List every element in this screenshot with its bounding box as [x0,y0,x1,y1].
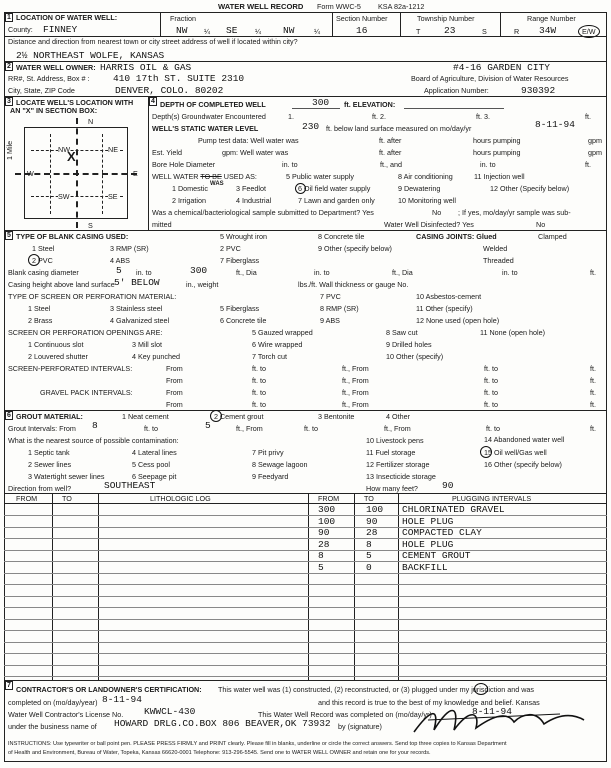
plug-row-description: CHLORINATED GRAVEL [402,504,505,515]
owner-label: WATER WELL OWNER: [16,63,96,72]
range-ew: E/W [582,27,596,36]
static-level-value: 230 [302,121,320,132]
plug-row-to: 90 [366,515,378,527]
section-number-2: 2 [5,62,13,71]
perforated-intervals-label: SCREEN-PERFORATED INTERVALS: [8,364,133,373]
license-label: Water Well Contractor's License No. [8,710,124,719]
section-number-6: 6 [5,411,13,420]
water-well-record-form: WATER WELL RECORD Form WWC-5 KSA 82a-1212 1 LOCATION OF WATER WELL: County: FINNEY Fraction NW ¼ SE ¼ NW ¼ Section Number 16 Township Number T 23 S Range Number R 34W E/W Distance and direction from nearest town or city street address of well if located within city? 2½ NORTHEAST WOLFE, KANSAS 2 WATER WELL OWNER: HARRIS OIL & GAS #4-16 GARDEN CITY RR#, St. Address, Box # : 410 17th ST. SUITE 2310 Board of Agriculture, Division of Water Resources City, State, ZIP Code DENVER, COLO. 80202 Application Number: 930392 3 LOCATE WELL'S LOCATION WITH AN "X" IN SECTION BOX: N S W E NW NE SW SE X 1 Mile 4 DEPTH OF COMPLETED WELL 300 ft. ELEVATION: Depth(s) Groundwater Encountered 1. ft. 2. ft. 3. ft. WELL'S STATIC WATER LEVEL 230 ft. below land surface measured on mo/day/yr 8-11-94 Pump test data: Well water was ft. after hours pumping gpm Est. Yield gpm: Well water was ft. after hours pumping gpm Bore Hole Diameter in. to ft., and in. to ft. WELL WATER TO BE USED AS: WAS 5 Public water supply 6 Oil field water supply 8 Air conditioning 11 Injection well 1 Domestic 3 Feedlot 9 Dewatering 12 Other (Specify below) 2 Irrigation 4 Industrial 7 Lawn and garden only 10 Monitoring well Was a chemical/bacteriological sample submitted to Department? Yes No ; If yes, mo/day/yr sample was sub- mitted Water Well Disinfected? Yes No 5 TYPE OF BLANK CASING USED: 5 Wrought iron 8 Concrete tile CASING JOINTS: Glued Clamped 1 Steel 3 RMP (SR) 2 PVC 9 Other (specify below) Welded 2 PVC 4 ABS 7 Fiberglass Threaded Blank casing diameter 5 in. to 300 ft., Dia in. to ft., Dia in. to ft. Casing height above land surface 5' BELOW in., weight lbs./ft. Wall thickness or gauge No. TYPE OF SCREEN OR PERFORATION MATERIAL: 7 PVC 10 Asbestos-cement 1 Steel 3 Stainless steel 5 Fiberglass 8 RMP (SR) 11 Other (specify) 2 Brass 4 Galvanized steel 6 Concrete tile 9 ABS 12 None used (open hole) SCREEN OR PERFORATION OPENINGS ARE: 5 Gauzed wrapped 8 Saw cut 11 None (open hole) 1 Continuous slot 3 Mill slot 6 Wire wrapped 9 Drilled holes 2 Louvered shutter 4 Key punched 7 Torch cut 10 Other (specify) SCREEN-PERFORATED INTERVALS: From ft. to ft., From ft. to ft. From ft. to ft., From ft. to ft. GRAVEL PACK INTERVALS: From ft. to ft., From ft. to ft. From ft. to ft., From ft. to ft. 6 GROUT MATERIAL: 1 Neat cement 2 Cement grout 3 Bentonite 4 Other Grout Intervals: From 8 ft. to 5 ft., From ft. to ft., From ft. to ft. What is the nearest source of possible contamination: 10 Livestock pens 14 Abandoned water well 1 Septic tank 4 Lateral lines 7 Pit privy 11 Fuel storage 15 Oil well/Gas well 2 Sewer lines 5 Cess pool 8 Sewage lagoon 12 Fertilizer storage 16 Other (specify below) 3 Watertight sewer lines 6 Seepage pit 9 Feedyard 13 Insecticide storage Direction from well? SOUTHEAST How many feet? 90 FROM TO LITHOLOGIC LOG FROM TO PLUGGING INTERVALS 300 100 CHLORINATED GRAVEL 100 90 HOLE PLUG 90 28 COMPACTED CLAY 28 8 HOLE PLUG 8 5 CEMENT GROUT 5 0 BACKFILL 7 CONTRACTOR'S OR LANDOWNER'S CERTIFICATION: This water well was (1) constructed, (2) reconstructed, or (3) plugged under my jurisdiction and was completed on (mo/day/year) 8-11-94 and this record is true to the best of my knowledge and belief. Kansas Water Well Contractor's License No. KWWCL-430 This Water Well Record was completed on (mo/day/yr) 8-11-94 under the business name of HOWARD DRLG.CO.BOX 806 BEAVER,OK 73932 by (signature) INSTRUCTIONS: Use typewriter or ball point pen. PLEASE PRESS FIRMLY and PRINT clearly. Please fill in blanks, underline or circle the correct answers. Send top three copies to Kansas Department of Health and Environment, Bureau of Water, Topeka, Kansas 66620-0001 Telephone: 913-296-5545. Send one to WATER WELL OWNER and retain one for your records. [0,0,611,768]
plugging-intervals-header: PLUGGING INTERVALS [452,494,532,503]
openings-label: SCREEN OR PERFORATION OPENINGS ARE: [8,328,163,337]
table-row-line [4,550,607,551]
mile-label: 1 Mile [5,140,14,160]
plug-from-header: FROM [318,494,340,503]
grout-label: GROUT MATERIAL: [16,412,83,421]
yield-label: Est. Yield [152,148,182,157]
distance-label: Distance and direction from nearest town or city street address of well if located within city? [8,37,298,46]
address-value: 410 17th ST. SUITE 2310 [113,73,245,84]
section-number-3: 3 [5,97,13,106]
table-row-line [4,584,607,585]
plug-row-from: 5 [318,561,324,573]
plug-to-header: TO [364,494,374,503]
signature-label: by (signature) [338,722,382,731]
plug-row-from: 8 [318,550,324,561]
plug-row-to: 0 [366,561,372,573]
casing-depth-value: 300 [190,265,208,276]
lithologic-log-header: LITHOLOGIC LOG [150,494,211,503]
grout-from-value: 8 [92,420,98,431]
plug-row-description: HOLE PLUG [402,515,454,527]
direction-label: Direction from well? [8,484,72,493]
plug-row-from: 300 [318,504,336,515]
section-number-label: Section Number [336,14,388,23]
north-label: N [88,117,94,126]
county-value: FINNEY [43,24,78,35]
city-label: City, State, ZIP Code [8,86,75,95]
casing-label: TYPE OF BLANK CASING USED: [16,232,129,241]
instructions-line-2: of Health and Environment, Bureau of Water, Topeka, Kansas 66620-0001 Telephone: 913-296-5545. Send one to WATER WELL OWNER and retain one for your records. [8,750,431,756]
casing-height-value: 5' BELOW [114,277,160,288]
section-number-5: 5 [5,231,13,240]
form-number: Form WWC-5 [317,2,361,11]
county-label: County: [8,25,33,34]
table-row-line [4,619,607,620]
direction-value: SOUTHEAST [104,480,156,491]
section-number-7: 7 [5,681,13,690]
certification-label: CONTRACTOR'S OR LANDOWNER'S CERTIFICATION: [16,685,202,694]
table-row-line [4,561,607,562]
table-row-line [4,630,607,631]
feet-value: 90 [442,480,454,491]
ksa-reference: KSA 82a-1212 [378,2,425,11]
plug-row-description: HOLE PLUG [402,538,454,550]
location-section-label: LOCATION OF WATER WELL: [16,13,118,22]
static-level-date: 8-11-94 [535,119,575,130]
bore-hole-label: Bore Hole Diameter [152,160,216,169]
township-value: 23 [444,25,456,36]
casing-diameter-value: 5 [116,265,122,276]
nw-label: NW [58,145,70,154]
plug-row-description: CEMENT GROUT [402,550,471,561]
table-row-line [4,642,607,643]
distance-value: 2½ NORTHEAST WOLFE, KANSAS [16,50,165,61]
record-date: 8-11-94 [472,706,512,717]
contamination-label: What is the nearest source of possible contamination: [8,436,179,445]
license-value: KWWCL-430 [144,706,196,717]
chem-sample-label: Was a chemical/bacteriological sample submitted to Department? Yes [152,208,374,217]
section-number-1: 1 [5,13,13,22]
plug-row-from: 28 [318,538,330,550]
form-title: WATER WELL RECORD [218,2,304,11]
cement-grout-circle [210,410,222,422]
east-label: E [133,169,138,178]
table-row-line [4,665,607,666]
fraction-1: NW [176,25,188,36]
table-row-line [4,596,607,597]
plug-row-to: 100 [366,504,384,515]
fraction-2: SE [226,25,238,36]
south-label: S [88,221,93,230]
gravel-pack-label: GRAVEL PACK INTERVALS: [40,388,133,397]
groundwater-label: Depth(s) Groundwater Encountered [152,112,266,121]
depth-value: 300 [312,97,330,108]
section-number-value: 16 [356,25,368,36]
fraction-label: Fraction [170,14,196,23]
fraction-3: NW [283,25,295,36]
depth-label: DEPTH OF COMPLETED WELL [160,100,266,109]
application-number: 930392 [521,85,556,96]
plug-row-to: 28 [366,527,378,538]
table-row-line [4,573,607,574]
oilfield-supply-circle [295,183,306,194]
plug-row-description: BACKFILL [402,561,448,573]
se-label: SE [108,192,118,201]
casing-joints-label: CASING JOINTS: Glued [416,232,497,241]
ne-label: NE [108,145,118,154]
section-number-4: 4 [149,97,157,106]
pump-test-label: Pump test data: Well water was [198,136,299,145]
application-label: Application Number: [424,86,489,95]
table-row-line [4,676,607,677]
was-annotation: WAS [210,181,224,187]
pvc-circle [28,254,40,266]
grout-intervals-label: Grout Intervals: From [8,424,76,433]
business-label: under the business name of [8,722,97,731]
plugged-circle [474,683,488,695]
oil-gas-well-circle [480,446,492,458]
plug-row-from: 90 [318,527,330,538]
well-id: #4-16 GARDEN CITY [453,62,550,73]
grout-to-value: 5 [205,420,211,431]
range-label: Range Number [527,14,576,23]
business-value: HOWARD DRLG.CO.BOX 806 BEAVER,OK 73932 [114,718,331,729]
township-label: Township Number [417,14,475,23]
completed-label: completed on (mo/day/year) [8,698,98,707]
feet-label: How many feet? [366,484,418,493]
plug-row-to: 5 [366,550,372,561]
disinfected-label: Water Well Disinfected? Yes [384,220,474,229]
completed-date: 8-11-94 [102,694,142,705]
address-label: RR#, St. Address, Box # : [8,74,90,83]
plug-row-from: 100 [318,515,336,527]
well-location-mark: X [67,149,76,164]
range-value: 34W [539,25,557,36]
sw-label: SW [58,192,70,201]
section-box [24,127,128,219]
log-to-header: TO [62,494,72,503]
use-label: WELL WATER TO BE USED AS: [152,172,257,181]
instructions-line-1: INSTRUCTIONS: Use typewriter or ball point pen. PLEASE PRESS FIRMLY and PRINT clearly. Please fill in blanks, underline or circle the correct answers. Send top three copies to Kansas Department [8,741,507,747]
casing-height-label: Casing height above land surface [8,280,115,289]
elevation-label: ft. ELEVATION: [344,100,396,109]
board-label: Board of Agriculture, Division of Water Resources [411,74,569,83]
table-row-line [4,527,607,528]
plug-row-description: COMPACTED CLAY [402,527,482,538]
signature [410,700,590,740]
table-row-line [4,515,607,516]
log-from-header: FROM [16,494,38,503]
table-row-line [4,607,607,608]
table-row-line [4,653,607,654]
west-label: W [27,169,34,178]
plug-row-to: 8 [366,538,372,550]
owner-name: HARRIS OIL & GAS [100,62,192,73]
screen-material-label: TYPE OF SCREEN OR PERFORATION MATERIAL: [8,292,177,301]
casing-diameter-label: Blank casing diameter [8,268,79,277]
locate-label: LOCATE WELL'S LOCATION WITH [16,98,134,107]
city-value: DENVER, COLO. 80202 [115,85,224,96]
table-row-line [4,538,607,539]
static-level-label: WELL'S STATIC WATER LEVEL [152,124,259,133]
